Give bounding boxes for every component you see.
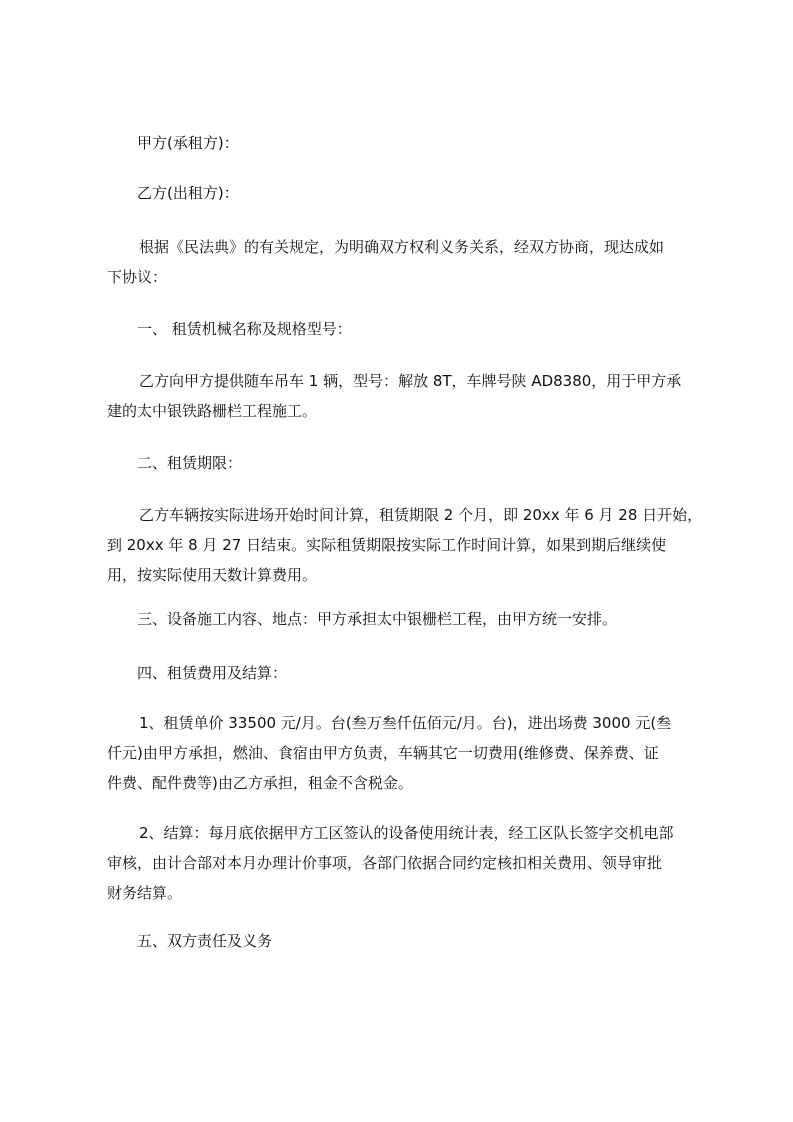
section4-item2 [107, 818, 697, 908]
section4-item2-line-2: 审核，由计合部对本月办理计价事项，各部门依据合同约定核扣相关费用、领导审批 [107, 854, 663, 872]
section2-body [107, 500, 703, 590]
section4-item1-line-3: 件费、配件费等)由乙方承担，租金不含税金。 [107, 774, 413, 792]
section4-item1-line-2: 仟元)由甲方承担，燃油、食宿由甲方负责，车辆其它一切费用(维修费、保养费、证 [107, 744, 659, 762]
section2-body-line-3: 用，按实际使用天数计算费用。 [107, 566, 318, 584]
section2-title: 二、租赁期限： [137, 454, 243, 472]
section1-title: 一、 租赁机械名称及规格型号： [137, 320, 352, 338]
section1-body-line-2: 建的太中银铁路栅栏工程施工。 [107, 402, 318, 420]
intro-paragraph [107, 232, 697, 292]
section4-item2-line-3: 财务结算。 [107, 884, 183, 902]
section4-title: 四、租赁费用及结算： [137, 664, 288, 682]
section4-item1-line-1: 1、租赁单价 33500 元/月。台(叁万叁仟伍佰元/月。台)，进出场费 3000 元(叁 [139, 714, 672, 732]
section5-title: 五、双方责任及义务 [137, 932, 273, 950]
section4-item1 [107, 708, 697, 798]
intro-line-2: 下协议： [107, 268, 168, 286]
section3-paragraph: 三、设备施工内容、地点：甲方承担太中银栅栏工程，由甲方统一安排。 [137, 610, 618, 628]
section2-body-line-2: 到 20xx 年 8 月 27 日结束。实际租赁期限按实际工作时间计算，如果到期后继续使 [107, 536, 667, 554]
intro-line-1: 根据《民法典》的有关规定，为明确双方权利义务关系，经双方协商，现达成如 [139, 238, 665, 256]
party-b-line: 乙方(出租方)： [137, 184, 239, 202]
section2-body-line-1: 乙方车辆按实际进场开始时间计算，租赁期限 2 个月，即 20xx 年 6 月 28 日开始， [139, 506, 703, 524]
party-a-line: 甲方(承租方)： [137, 134, 239, 152]
section1-body [107, 366, 697, 426]
section4-item2-line-1: 2、结算：每月底依据甲方工区签认的设备使用统计表，经工区队长签字交机电部 [139, 824, 674, 842]
section1-body-line-1: 乙方向甲方提供随车吊车 1 辆，型号：解放 8T，车牌号陕 AD8380，用于甲方承 [139, 372, 682, 390]
